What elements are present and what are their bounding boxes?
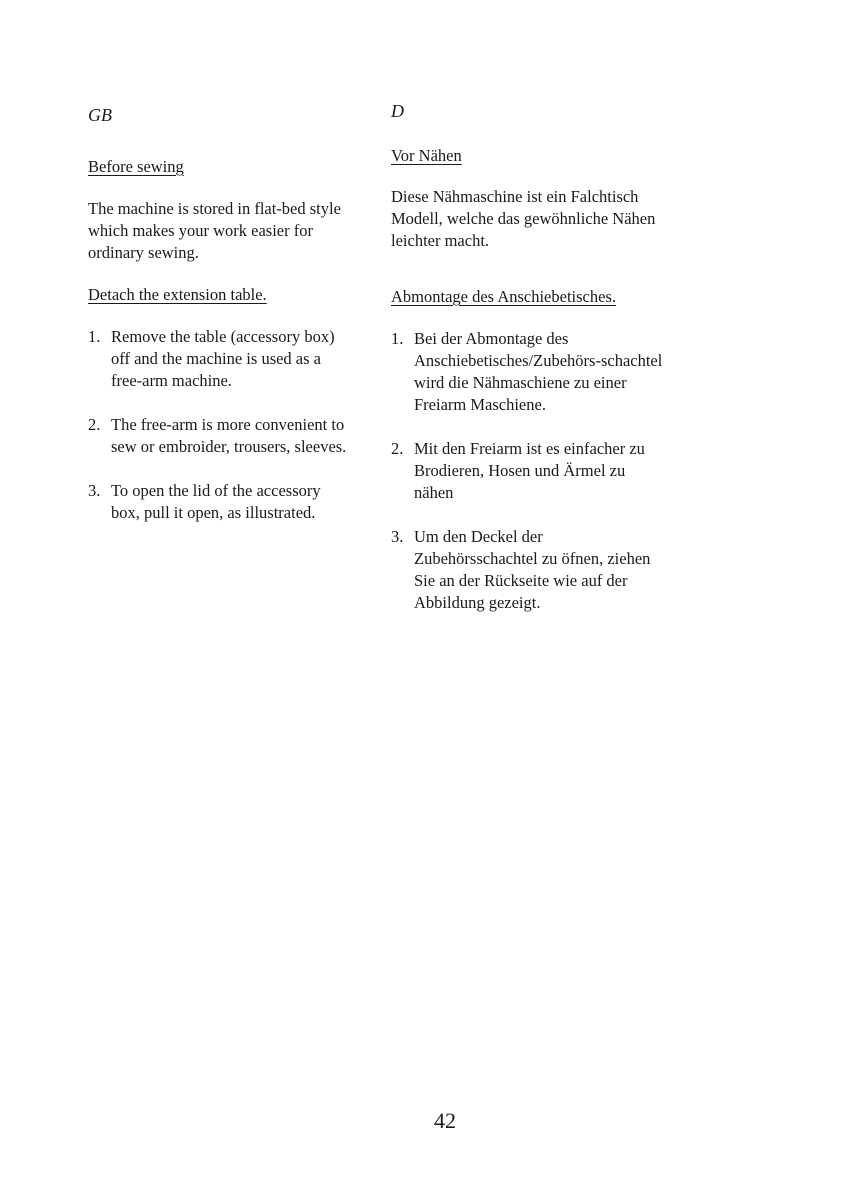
german-column: [391, 100, 666, 636]
step-number: 1.: [391, 329, 404, 348]
intro-paragraph-en: The machine is stored in flat-bed style which makes your work easier for ordinary sewing.: [88, 199, 341, 262]
english-column: [88, 100, 348, 546]
step-text: To open the lid of the accessory box, pull it open, as illustrated.: [111, 481, 321, 522]
step-text: Bei der Abmontage des Anschiebetisches/Zubehörs-schachtel wird die Nähmaschiene zu einer Freiarm Maschiene.: [414, 329, 663, 414]
language-label-d: D: [391, 101, 404, 121]
list-item: [391, 328, 666, 416]
heading-detach-table: Detach the extension table.: [88, 285, 267, 304]
page-number: 42: [434, 1108, 456, 1133]
list-item: [391, 438, 666, 504]
steps-list-en: [88, 326, 348, 524]
steps-list-de: [391, 328, 666, 614]
step-number: 2.: [88, 415, 101, 434]
step-number: 3.: [88, 481, 101, 500]
list-item: [88, 480, 348, 524]
step-number: 3.: [391, 527, 404, 546]
list-item: [88, 414, 348, 458]
list-item: [88, 326, 348, 392]
step-text: Mit den Freiarm ist es einfacher zu Brodieren, Hosen und Ärmel zu nähen: [414, 439, 645, 502]
language-label-gb: GB: [88, 105, 112, 125]
heading-vor-naehen: Vor Nähen: [391, 146, 462, 165]
heading-abmontage: Abmontage des Anschiebetisches.: [391, 287, 616, 306]
step-number: 1.: [88, 327, 101, 346]
heading-before-sewing: Before sewing: [88, 157, 184, 176]
step-number: 2.: [391, 439, 404, 458]
list-item: [391, 526, 666, 614]
intro-paragraph-de: Diese Nähmaschine ist ein Falchtisch Modell, welche das gewöhnliche Nähen leichter macht.: [391, 187, 656, 250]
step-text: Remove the table (accessory box) off and the machine is used as a free-arm machine.: [111, 327, 335, 390]
step-text: The free-arm is more convenient to sew or embroider, trousers, sleeves.: [111, 415, 347, 456]
step-text: Um den Deckel der Zubehörsschachtel zu öfnen, ziehen Sie an der Rückseite wie auf der Abbildung gezeigt.: [414, 527, 651, 612]
